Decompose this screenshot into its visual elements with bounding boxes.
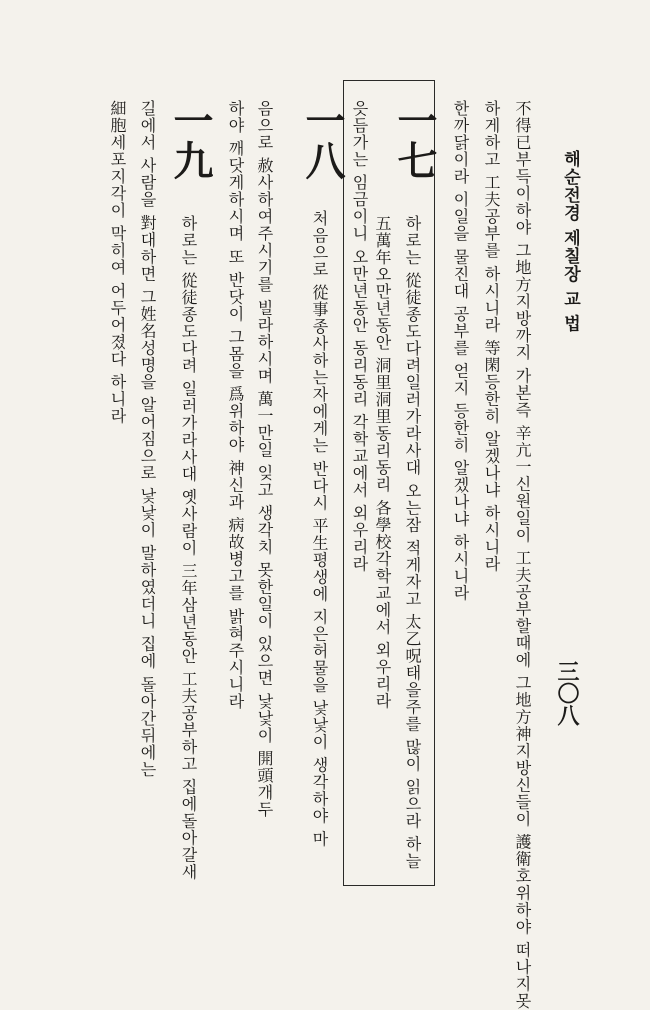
text-column: 하게하고 工夫공부를 하시니라 等閑등한히 알겠나냐 하시니라 xyxy=(482,100,501,573)
running-header: 해순전경 제칠장 교 법 xyxy=(560,150,580,333)
text-column: 읏듬가는 임금이니 오만년동안 동리동리 각학교에서 외우리라 xyxy=(350,100,369,573)
text-column: 하로는 從徒종도다려일러가라사대 오는잠 적게자고 太乙呪태을주를 많이 읽으라 하늘 xyxy=(403,215,422,870)
text-column: 처음으로 從事종사하는자에게는 반다시 平生평생에 지은허물을 낯낯이 생각하야 마 xyxy=(310,210,329,848)
section-number-17: 一七 xyxy=(391,100,438,180)
text-column: 길에서 사람을 對대하면 그姓名성명을 알어짐으로 낯낯이 말하였더니 집에 돌아간뒤에는 xyxy=(138,100,157,778)
section-number-18: 一八 xyxy=(299,100,346,180)
text-column: 한까닭이라 이일을 물진대 공부를 얻지 등한히 알겠나냐 하시니라 xyxy=(451,100,470,602)
text-column: 不得已부득이하야 그地方지방까지 가본즉 辛亢一신원일이 工夫공부할때에 그地方神지방신들이 護衛호위하야 떠나지못 xyxy=(513,100,532,1010)
text-column: 五萬年오만년동안 洞里洞里동리동리 各學校각학교에서 외우리라 xyxy=(373,215,392,710)
section-number-19: 一九 xyxy=(167,100,214,180)
page-number: 三〇八 xyxy=(554,660,580,726)
text-column: 하로는 從徒종도다려 일러가라사대 옛사람이 三年삼년동안 工夫공부하고 집에돌아갈새 xyxy=(179,215,198,881)
text-column: 음으로 赦사하여주시기를 빌라하시며 萬一만일 잊고 생각치 못한일이 있으면 낯낯이 開頭개두 xyxy=(255,100,274,818)
text-column: 하야 깨닷게하시며 또 반닷이 그몸을 爲위하야 神신과 病故병고를 밝혀주시니라 xyxy=(226,100,245,710)
text-column: 細胞세포지각이 막히여 어두어졌다 하니라 xyxy=(108,100,127,425)
